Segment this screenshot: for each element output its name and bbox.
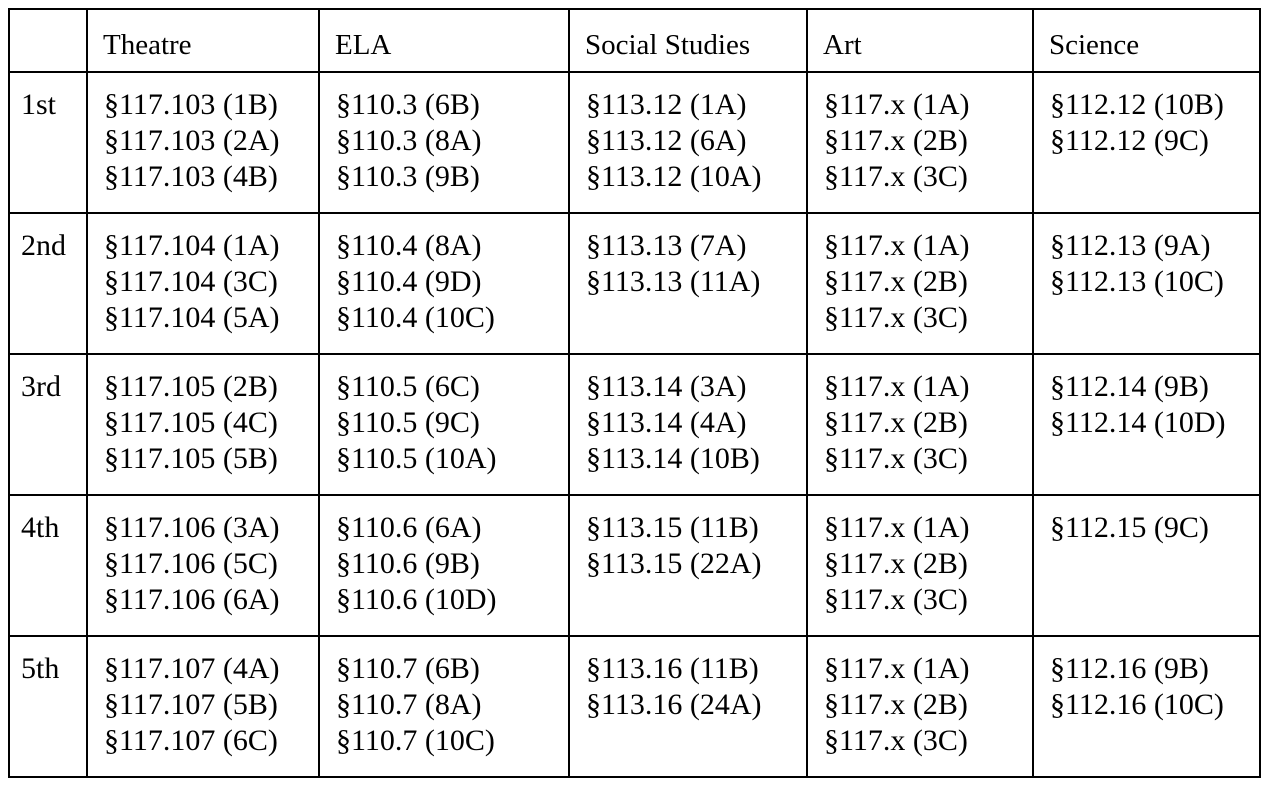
standard-code: §117.x (1A) bbox=[824, 652, 970, 685]
standard-code: §110.4 (8A) bbox=[336, 229, 482, 262]
standard-code: §110.3 (8A) bbox=[336, 124, 482, 157]
cell-art bbox=[807, 495, 1033, 636]
standard-code: §117.105 (5B) bbox=[104, 442, 278, 475]
standard-code: §110.4 (10C) bbox=[336, 301, 495, 334]
standard-code: §117.104 (3C) bbox=[104, 265, 278, 298]
standard-code: §113.12 (6A) bbox=[586, 124, 747, 157]
standard-code: §117.105 (2B) bbox=[104, 370, 278, 403]
standard-code: §117.107 (4A) bbox=[104, 652, 280, 685]
column-header-ela: ELA bbox=[319, 9, 569, 72]
standard-code: §117.x (1A) bbox=[824, 370, 970, 403]
standard-code: §117.106 (3A) bbox=[104, 511, 280, 544]
standard-code: §112.13 (10C) bbox=[1050, 265, 1224, 298]
standard-code: §117.x (3C) bbox=[824, 301, 968, 334]
standard-code: §117.104 (1A) bbox=[104, 229, 280, 262]
column-header-science: Science bbox=[1033, 9, 1260, 72]
row-header-grade: 1st bbox=[9, 72, 87, 213]
cell-ela bbox=[319, 213, 569, 354]
table-body bbox=[9, 72, 1260, 777]
standard-code: §110.4 (9D) bbox=[336, 265, 482, 298]
row-header-grade: 4th bbox=[9, 495, 87, 636]
cell-social-studies bbox=[569, 72, 807, 213]
standard-code: §117.x (3C) bbox=[824, 442, 968, 475]
table-row bbox=[9, 636, 1260, 777]
cell-social-studies bbox=[569, 495, 807, 636]
standard-code: §112.12 (10B) bbox=[1050, 88, 1224, 121]
standard-code: §117.x (3C) bbox=[824, 583, 968, 616]
standard-code: §110.3 (9B) bbox=[336, 160, 480, 193]
cell-theatre bbox=[87, 72, 319, 213]
standard-code: §117.103 (1B) bbox=[104, 88, 278, 121]
standard-code: §110.7 (8A) bbox=[336, 688, 482, 721]
cell-theatre bbox=[87, 636, 319, 777]
cell-theatre bbox=[87, 213, 319, 354]
standard-code: §117.106 (6A) bbox=[104, 583, 280, 616]
standard-code: §117.103 (2A) bbox=[104, 124, 280, 157]
standard-code: §113.14 (3A) bbox=[586, 370, 747, 403]
standard-code: §110.5 (6C) bbox=[336, 370, 480, 403]
table-row bbox=[9, 495, 1260, 636]
column-header-social-studies: Social Studies bbox=[569, 9, 807, 72]
standard-code: §112.13 (9A) bbox=[1050, 229, 1211, 262]
standard-code: §117.x (3C) bbox=[824, 724, 968, 757]
table-row bbox=[9, 72, 1260, 213]
row-header-grade: 2nd bbox=[9, 213, 87, 354]
standard-code: §117.105 (4C) bbox=[104, 406, 278, 439]
standard-code: §117.x (2B) bbox=[824, 124, 968, 157]
table-header bbox=[9, 9, 1260, 72]
standard-code: §113.16 (11B) bbox=[586, 652, 759, 685]
standards-table bbox=[8, 8, 1261, 778]
standard-code: §117.104 (5A) bbox=[104, 301, 280, 334]
standard-code: §112.14 (10D) bbox=[1050, 406, 1226, 439]
standard-code: §113.16 (24A) bbox=[586, 688, 762, 721]
standard-code: §117.x (1A) bbox=[824, 511, 970, 544]
cell-art bbox=[807, 213, 1033, 354]
standard-code: §112.16 (10C) bbox=[1050, 688, 1224, 721]
cell-ela bbox=[319, 72, 569, 213]
standard-code: §113.14 (4A) bbox=[586, 406, 747, 439]
standard-code: §113.13 (11A) bbox=[586, 265, 761, 298]
row-header-grade: 5th bbox=[9, 636, 87, 777]
cell-science bbox=[1033, 354, 1260, 495]
standard-code: §112.15 (9C) bbox=[1050, 511, 1209, 544]
standard-code: §117.x (2B) bbox=[824, 406, 968, 439]
standard-code: §112.16 (9B) bbox=[1050, 652, 1209, 685]
standard-code: §110.6 (6A) bbox=[336, 511, 482, 544]
standard-code: §112.14 (9B) bbox=[1050, 370, 1209, 403]
cell-social-studies bbox=[569, 213, 807, 354]
standard-code: §110.3 (6B) bbox=[336, 88, 480, 121]
standard-code: §110.7 (6B) bbox=[336, 652, 480, 685]
standard-code: §113.14 (10B) bbox=[586, 442, 760, 475]
standard-code: §117.x (1A) bbox=[824, 88, 970, 121]
standard-code: §117.x (1A) bbox=[824, 229, 970, 262]
cell-art bbox=[807, 72, 1033, 213]
standard-code: §110.5 (9C) bbox=[336, 406, 480, 439]
cell-social-studies bbox=[569, 354, 807, 495]
standard-code: §110.6 (10D) bbox=[336, 583, 497, 616]
cell-science bbox=[1033, 636, 1260, 777]
standard-code: §117.106 (5C) bbox=[104, 547, 278, 580]
cell-art bbox=[807, 354, 1033, 495]
column-header-theatre: Theatre bbox=[87, 9, 319, 72]
cell-science bbox=[1033, 495, 1260, 636]
table-row bbox=[9, 354, 1260, 495]
cell-science bbox=[1033, 213, 1260, 354]
standard-code: §117.x (3C) bbox=[824, 160, 968, 193]
standard-code: §113.13 (7A) bbox=[586, 229, 747, 262]
standard-code: §117.107 (5B) bbox=[104, 688, 278, 721]
table-row bbox=[9, 213, 1260, 354]
cell-ela bbox=[319, 495, 569, 636]
row-header-grade: 3rd bbox=[9, 354, 87, 495]
standard-code: §117.x (2B) bbox=[824, 547, 968, 580]
standard-code: §113.12 (10A) bbox=[586, 160, 762, 193]
cell-theatre bbox=[87, 495, 319, 636]
cell-art bbox=[807, 636, 1033, 777]
corner-cell bbox=[9, 9, 87, 72]
header-row bbox=[9, 9, 1260, 72]
standard-code: §113.12 (1A) bbox=[586, 88, 747, 121]
standard-code: §117.103 (4B) bbox=[104, 160, 278, 193]
standard-code: §117.x (2B) bbox=[824, 265, 968, 298]
standard-code: §117.x (2B) bbox=[824, 688, 968, 721]
cell-science bbox=[1033, 72, 1260, 213]
standard-code: §110.5 (10A) bbox=[336, 442, 497, 475]
standard-code: §113.15 (11B) bbox=[586, 511, 759, 544]
cell-theatre bbox=[87, 354, 319, 495]
cell-ela bbox=[319, 354, 569, 495]
standard-code: §113.15 (22A) bbox=[586, 547, 762, 580]
cell-ela bbox=[319, 636, 569, 777]
standard-code: §117.107 (6C) bbox=[104, 724, 278, 757]
column-header-art: Art bbox=[807, 9, 1033, 72]
standard-code: §112.12 (9C) bbox=[1050, 124, 1209, 157]
standard-code: §110.6 (9B) bbox=[336, 547, 480, 580]
cell-social-studies bbox=[569, 636, 807, 777]
standard-code: §110.7 (10C) bbox=[336, 724, 495, 757]
